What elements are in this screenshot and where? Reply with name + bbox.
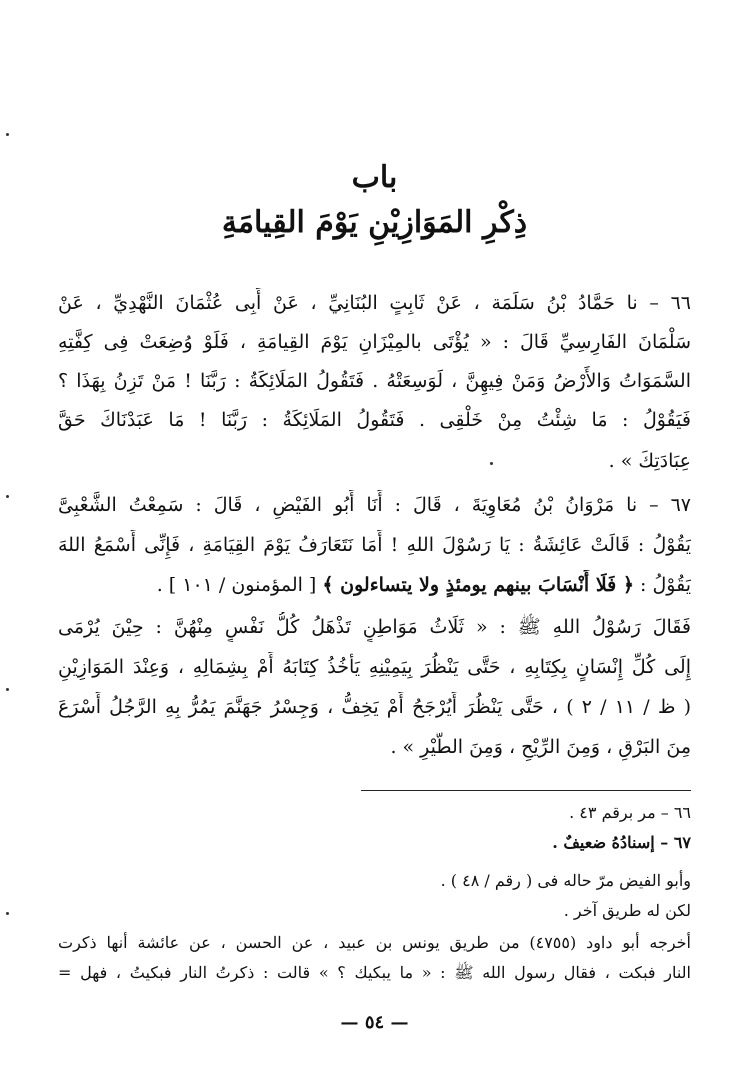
footnote-divider bbox=[361, 790, 691, 791]
page-number: — ٥٤ — bbox=[340, 1012, 409, 1033]
body-line: فَقَالَ رَسُوْلُ اللهِ ﷺ : « ثَلَاثُ مَوَاطِنٍ تَذْهَلُ كُلُّ نَفْسٍ مِنْهُنَّ : حِيْنَ يُرْمَى bbox=[58, 616, 691, 638]
quran-verse: ﴿ فَلَا أَنْسَابَ بينهم يومئذٍ ولا يتساءلون ﴾ bbox=[322, 574, 634, 596]
body-line: السَّمَوَاتُ وَالأَرْضُ وَمَنْ فِيهِنَّ ، لَوَسِعَتْهُ . فَتَقُولُ المَلَائِكَةُ : رَبَّنَا ! مَنْ تَزِنُ بِهَذَا ؟ bbox=[58, 370, 691, 392]
scan-speck bbox=[6, 688, 9, 691]
chapter-subtitle: ذِكْرِ المَوَازِيْنِ يَوْمَ القِيامَةِ bbox=[221, 205, 528, 240]
scan-speck bbox=[6, 912, 9, 915]
body-line: ٦٦ – نا حَمَّادُ بْنُ سَلَمَة ، عَنْ ثَابِتٍ البُنَانِيِّ ، عَنْ أَبِى عُثْمَانَ النَّهْدِيِّ ، عَنْ bbox=[58, 292, 691, 314]
scan-speck bbox=[6, 495, 9, 498]
verse-intro: يَقُوْلُ : bbox=[640, 574, 691, 596]
footnote: النار فبكت ، فقال رسول الله ﷺ : « ما يبكيك ؟ » قالت : ذكرتُ النار فبكيتُ ، فهل = bbox=[58, 963, 691, 982]
body-line: مِنَ البَرْقِ ، وَمِنَ الرِّيْحِ ، وَمِنَ الطَّيْرِ » . bbox=[390, 736, 691, 758]
verse-line bbox=[58, 570, 691, 600]
body-line: ( ظ / ١١ / ٢ ) ، حَتَّى يَنْظُرَ أَيُرْجَحُ أَمْ يَخِفُّ ، وَجِسْرُ جَهَنَّمَ يَمُرُّ بِهِ الرَّجُلُ أَسْرَعَ bbox=[58, 696, 691, 718]
footnote: ٦٧ – إسنادُهُ ضعيفٌ . bbox=[552, 833, 691, 852]
footnote: أخرجه أبو داود (٤٧٥٥) من طريق يونس بن عبيد ، عن الحسن ، عن عائشة أنها ذكرت bbox=[58, 933, 691, 952]
chapter-title: باب bbox=[351, 160, 398, 195]
footnote: وأبو الفيض مرّ حاله فى ( رقم / ٤٨ ) . bbox=[440, 871, 691, 890]
scan-speck bbox=[490, 462, 493, 465]
verse-reference: [ المؤمنون / ١٠١ ] . bbox=[156, 574, 317, 596]
scan-speck bbox=[6, 133, 9, 136]
body-line: فَيَقُوْلُ : مَا شِئْتُ مِنْ خَلْقِى . فَتَقُولُ المَلَائِكَةُ : رَبَّنَا ! مَا عَبَدْنَاكَ حَقَّ bbox=[58, 409, 691, 431]
body-line: يَقُوْلُ : قَالَتْ عَائِشَةُ : يَا رَسُوْلَ اللهِ ! أَمَا نَتَعَارَفُ يَوْمَ القِيَامَةِ ، فَإِنِّى أَسْمَعُ اللهَ bbox=[58, 534, 691, 556]
body-line: سَلْمَانَ الفَارِسِيِّ قَالَ : « يُؤْتَى بالمِيْزَانِ يَوْمَ القِيامَةِ ، فَلَوْ وُضِعَتْ فِى كِفَّتِهِ bbox=[58, 331, 691, 353]
body-line: ٦٧ – نا مَرْوَانُ بْنُ مُعَاوِيَةَ ، قَالَ : أَنَا أَبُو الفَيْضِ ، قَالَ : سَمِعْتُ الشَّعْبِىَّ bbox=[58, 494, 691, 516]
footnote: ٦٦ – مر برقم ٤٣ . bbox=[569, 803, 691, 822]
body-line: إِلَى كُلِّ إِنْسَانٍ بِكِتَابِهِ ، حَتَّى يَنْظُرَ بِيَمِيْنِهِ يَأْخُذُ كِتَابَهُ أَمْ بِشِمَالِهِ ، وَعِنْدَ المَوَازِيْنِ bbox=[58, 656, 691, 678]
body-line: عِبَادَتِكَ » . bbox=[608, 450, 691, 472]
footnote: لكن له طريق آخر . bbox=[563, 901, 691, 920]
